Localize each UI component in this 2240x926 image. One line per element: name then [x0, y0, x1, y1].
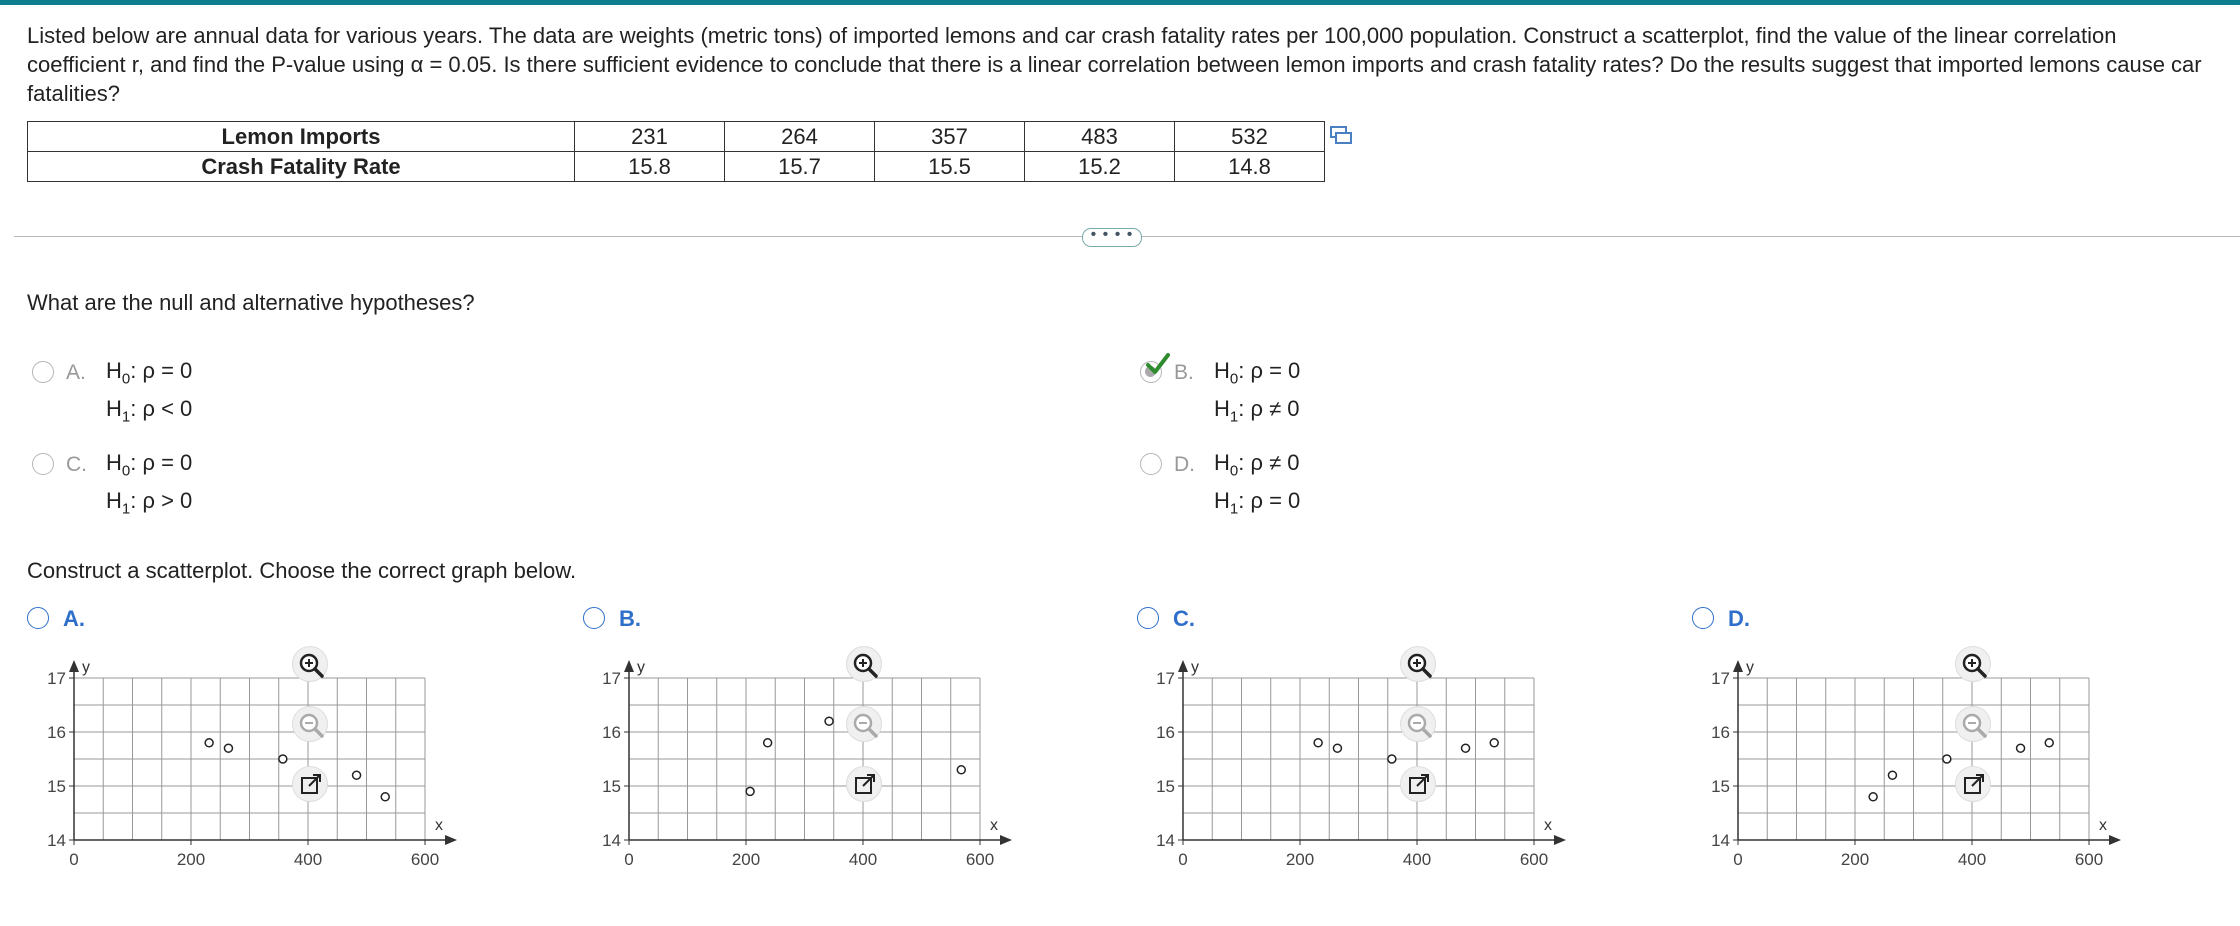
option-letter: A.	[66, 361, 86, 384]
table-cell: 231	[575, 122, 725, 152]
data-point	[353, 771, 361, 779]
data-point	[1869, 793, 1877, 801]
y-tick-label: 16	[602, 723, 621, 742]
y-tick-label: 14	[1156, 831, 1175, 850]
x-axis-label: x	[990, 817, 998, 834]
x-axis-arrow	[2109, 835, 2121, 845]
x-tick-label: 0	[624, 850, 634, 869]
data-point	[1888, 771, 1896, 779]
y-axis-label: y	[637, 659, 645, 676]
table-cell: 532	[1175, 122, 1325, 152]
data-point	[2045, 739, 2053, 747]
data-point	[1314, 739, 1322, 747]
option-letter: A.	[63, 606, 85, 631]
table-cell: 15.2	[1025, 152, 1175, 182]
scatterplot-a	[30, 644, 443, 874]
popout-icon	[852, 772, 878, 798]
x-axis-label: x	[2099, 817, 2107, 834]
data-point	[1333, 744, 1341, 752]
y-axis-arrow	[69, 660, 79, 672]
null-hypothesis: $H_0$: ρ = 0	[106, 450, 193, 480]
x-tick-label: 400	[848, 850, 878, 869]
x-tick-label: 400	[1402, 850, 1432, 869]
hypotheses-prompt: What are the null and alternative hypotheses?	[27, 290, 475, 315]
y-tick-label: 17	[47, 669, 66, 688]
data-point	[1388, 755, 1396, 763]
popout-button[interactable]	[292, 766, 328, 802]
data-point	[825, 717, 833, 725]
zoom-in-button[interactable]	[292, 646, 328, 682]
zoom-out-icon	[852, 712, 878, 738]
alternative-hypothesis: $H_1$: ρ < 0	[106, 396, 193, 426]
table-cell: 483	[1025, 122, 1175, 152]
table-row	[28, 152, 1325, 182]
y-tick-label: 14	[47, 831, 66, 850]
x-axis-label: x	[435, 817, 443, 834]
x-tick-label: 0	[1178, 850, 1188, 869]
y-axis-label: y	[1191, 659, 1199, 676]
zoom-in-button[interactable]	[846, 646, 882, 682]
option-letter: C.	[66, 453, 87, 476]
x-axis-arrow	[445, 835, 457, 845]
y-tick-label: 16	[47, 723, 66, 742]
popout-icon	[1406, 772, 1432, 798]
alternative-hypothesis: $H_1$: ρ ≠ 0	[1214, 396, 1300, 426]
y-tick-label: 15	[47, 777, 66, 796]
data-point	[1943, 755, 1951, 763]
x-tick-label: 600	[410, 850, 440, 869]
question-text: Listed below are annual data for various years. The data are weights (metric tons) of imported lemons and car crash fatality rates per 100,000 population. Construct a scatterplot, find the value of the linear correlation coefficient r, and find the P-value using α = 0.05. Is there sufficient evidence to conclude that there is a linear correlation between lemon imports and crash fatality rates? Do the results suggest that imported lemons cause car fatalities?	[27, 23, 2202, 106]
popout-button[interactable]	[1955, 766, 1991, 802]
null-hypothesis: $H_0$: ρ ≠ 0	[1214, 450, 1300, 480]
zoom-in-icon	[1406, 652, 1432, 678]
alternative-hypothesis: $H_1$: ρ = 0	[1214, 488, 1301, 518]
y-axis-label: y	[1746, 659, 1754, 676]
table-cell: 264	[725, 122, 875, 152]
y-tick-label: 15	[602, 777, 621, 796]
radio-button[interactable]	[32, 453, 54, 475]
copy-table-icon[interactable]	[1330, 126, 1352, 146]
data-point	[205, 739, 213, 747]
table-cell: 357	[875, 122, 1025, 152]
row-header: Lemon Imports	[28, 122, 575, 152]
popout-icon	[298, 772, 324, 798]
option-letter: B.	[1174, 361, 1194, 384]
zoom-out-button[interactable]	[292, 706, 328, 742]
radio-button[interactable]	[1692, 607, 1714, 629]
data-point	[1462, 744, 1470, 752]
x-tick-label: 200	[731, 850, 761, 869]
x-tick-label: 200	[1285, 850, 1315, 869]
y-tick-label: 14	[1711, 831, 1730, 850]
data-point	[764, 739, 772, 747]
x-axis-arrow	[1554, 835, 1566, 845]
scatterplot-b	[585, 644, 998, 874]
y-axis-arrow	[1733, 660, 1743, 672]
x-tick-label: 0	[1733, 850, 1743, 869]
x-tick-label: 400	[1957, 850, 1987, 869]
x-axis-label: x	[1544, 817, 1552, 834]
radio-button[interactable]	[27, 607, 49, 629]
x-axis-arrow	[1000, 835, 1012, 845]
scatterplot-c	[1139, 644, 1552, 874]
x-tick-label: 200	[176, 850, 206, 869]
zoom-out-button[interactable]	[846, 706, 882, 742]
y-tick-label: 17	[602, 669, 621, 688]
null-hypothesis: $H_0$: ρ = 0	[106, 358, 193, 388]
null-hypothesis: $H_0$: ρ = 0	[1214, 358, 1301, 388]
alternative-hypothesis: $H_1$: ρ > 0	[106, 488, 193, 518]
zoom-out-icon	[1406, 712, 1432, 738]
data-point	[224, 744, 232, 752]
y-tick-label: 17	[1156, 669, 1175, 688]
zoom-in-button[interactable]	[1955, 646, 1991, 682]
option-letter: D.	[1728, 606, 1750, 631]
y-tick-label: 17	[1711, 669, 1730, 688]
zoom-out-icon	[298, 712, 324, 738]
top-accent-bar	[0, 0, 2240, 5]
radio-button[interactable]	[583, 607, 605, 629]
option-letter: C.	[1173, 606, 1195, 631]
row-header: Crash Fatality Rate	[28, 152, 575, 182]
x-tick-label: 600	[2074, 850, 2104, 869]
zoom-in-icon	[852, 652, 878, 678]
x-tick-label: 600	[965, 850, 995, 869]
x-tick-label: 400	[293, 850, 323, 869]
x-tick-label: 600	[1519, 850, 1549, 869]
table-row	[28, 122, 1325, 152]
table-cell: 14.8	[1175, 152, 1325, 182]
y-tick-label: 16	[1711, 723, 1730, 742]
zoom-in-icon	[1961, 652, 1987, 678]
y-axis-label: y	[82, 659, 90, 676]
data-point	[381, 793, 389, 801]
expand-more-button[interactable]: • • • •	[1082, 228, 1142, 247]
option-letter: B.	[619, 606, 641, 631]
data-point	[1490, 739, 1498, 747]
radio-button[interactable]	[32, 361, 54, 383]
x-tick-label: 0	[69, 850, 79, 869]
y-axis-arrow	[624, 660, 634, 672]
scatterplot-d	[1694, 644, 2107, 874]
y-tick-label: 16	[1156, 723, 1175, 742]
zoom-out-button[interactable]	[1400, 706, 1436, 742]
x-tick-label: 200	[1840, 850, 1870, 869]
zoom-out-icon	[1961, 712, 1987, 738]
y-tick-label: 14	[602, 831, 621, 850]
popout-icon	[1961, 772, 1987, 798]
y-tick-label: 15	[1156, 777, 1175, 796]
data-point	[746, 787, 754, 795]
table-cell: 15.8	[575, 152, 725, 182]
radio-button[interactable]	[1140, 453, 1162, 475]
checkmark-icon	[1146, 353, 1170, 375]
table-cell: 15.7	[725, 152, 875, 182]
zoom-out-button[interactable]	[1955, 706, 1991, 742]
zoom-in-icon	[298, 652, 324, 678]
table-cell: 15.5	[875, 152, 1025, 182]
option-letter: D.	[1174, 453, 1195, 476]
data-point	[2017, 744, 2025, 752]
y-tick-label: 15	[1711, 777, 1730, 796]
data-table	[27, 121, 1325, 182]
zoom-in-button[interactable]	[1400, 646, 1436, 682]
popout-button[interactable]	[846, 766, 882, 802]
radio-button[interactable]	[1137, 607, 1159, 629]
scatterplot-prompt: Construct a scatterplot. Choose the correct graph below.	[27, 558, 577, 583]
data-point	[279, 755, 287, 763]
popout-button[interactable]	[1400, 766, 1436, 802]
y-axis-arrow	[1178, 660, 1188, 672]
data-point	[957, 766, 965, 774]
